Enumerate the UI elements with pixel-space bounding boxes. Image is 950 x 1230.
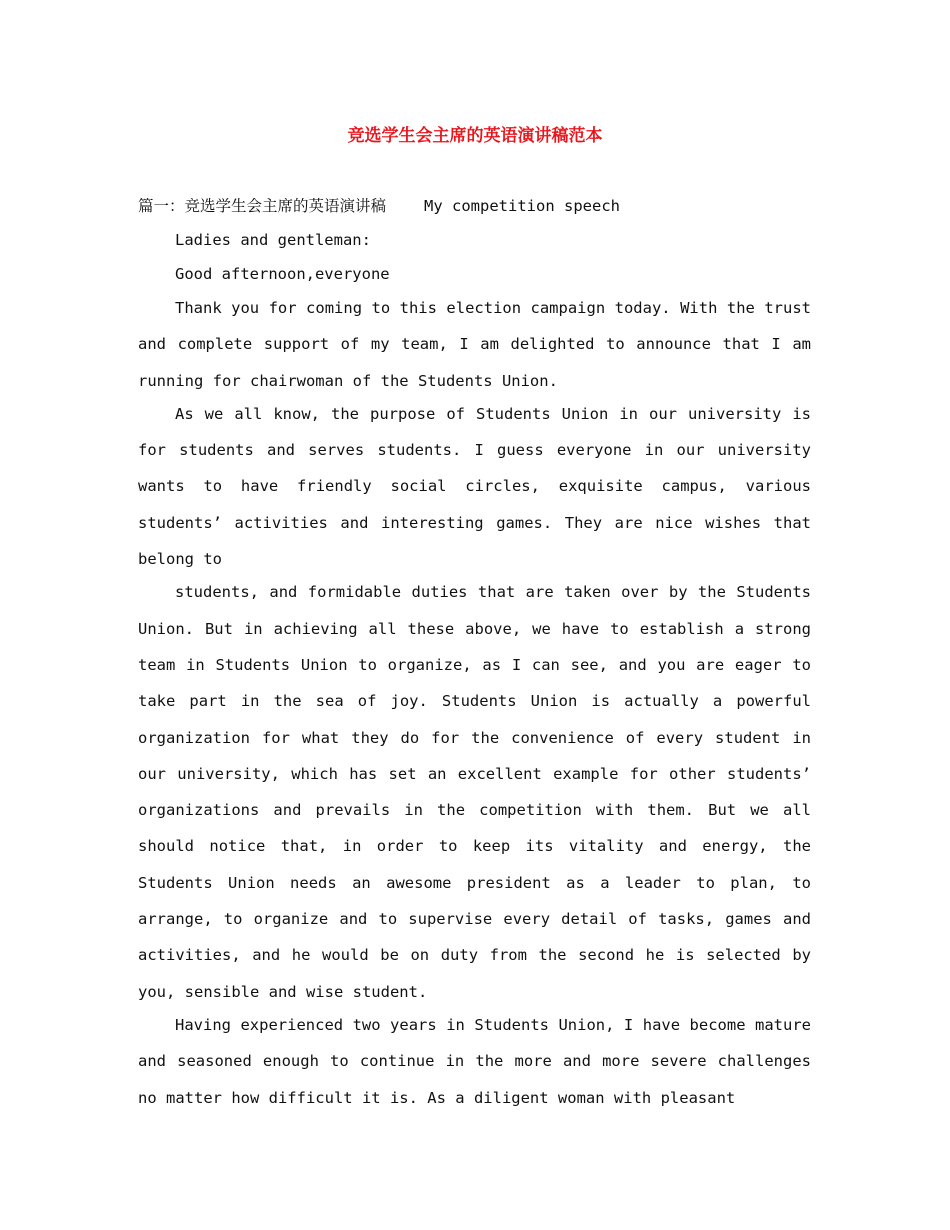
- speech-title: My competition speech: [424, 197, 620, 215]
- paragraph-1: Thank you for coming to this election campaign today. With the trust and complete support of my team, I am delighted to announce that I am running for chairwoman of the Students Union.: [138, 299, 811, 390]
- document-title: 竞选学生会主席的英语演讲稿范本: [347, 126, 603, 146]
- document-body: [138, 192, 811, 1116]
- section-heading-line: [138, 192, 811, 220]
- greeting: Good afternoon,everyone: [175, 264, 390, 283]
- paragraph-3: students, and formidable duties that are taken over by the Students Union. But in achieving all these above, we have to establish a strong team in Students Union to organize, as I can see, and you are eager to take part in the sea of joy. Students Union is actually a powerful organization for what they do for the convenience of every student in our university, which has set an excellent example for other students’ organizations and prevails in the competition with them. But we all should notice that, in order to keep its vitality and energy, the Students Union needs an awesome president as a leader to plan, to arrange, to organize and to supervise every detail of tasks, games and activities, and he would be on duty from the second he is selected by you, sensible and wise student.: [138, 583, 811, 1001]
- paragraph-4: Having experienced two years in Students Union, I have become mature and seasoned enough to continue in the more and more severe challenges no matter how difficult it is. As a diligent woman with pleasant: [138, 1015, 811, 1107]
- paragraph-2: As we all know, the purpose of Students Union in our university is for students and serves students. I guess everyone in our university wants to have friendly social circles, exquisite campus, various students’ activities and interesting games. They are nice wishes that belong to: [138, 404, 811, 569]
- salutation: Ladies and gentleman:: [175, 231, 371, 249]
- section-heading: 篇一：竞选学生会主席的英语演讲稿: [138, 197, 387, 215]
